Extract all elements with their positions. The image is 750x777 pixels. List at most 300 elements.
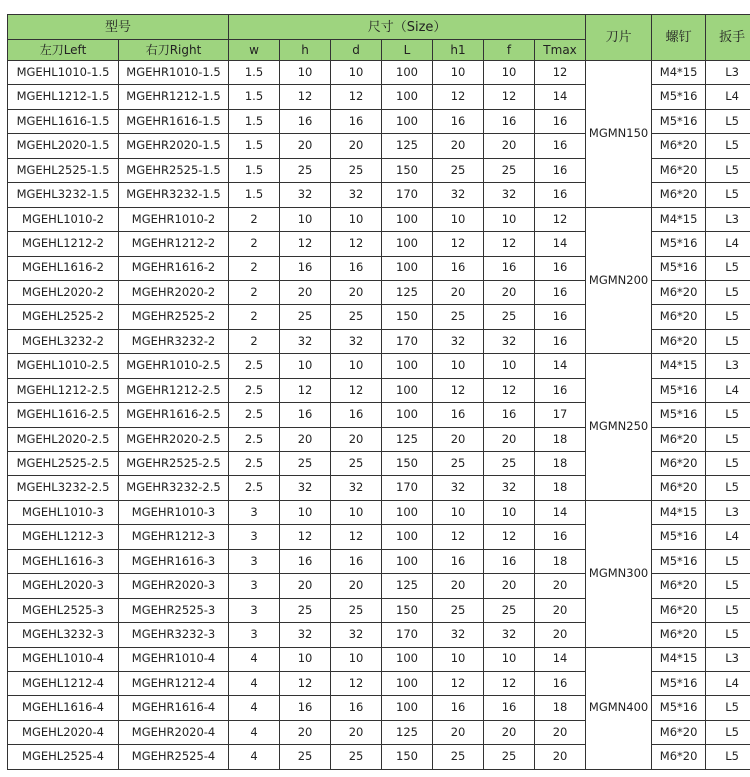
cell-right: MGEHR1616-2.5 [119, 403, 229, 427]
cell-screw: M5*16 [652, 549, 706, 573]
cell-l: 170 [382, 476, 433, 500]
cell-d: 20 [331, 574, 382, 598]
cell-d: 16 [331, 109, 382, 133]
cell-h1: 12 [433, 85, 484, 109]
cell-tmax: 18 [535, 427, 586, 451]
cell-h: 10 [280, 354, 331, 378]
cell-wrench: L5 [706, 427, 750, 451]
cell-left: MGEHL1616-3 [8, 549, 119, 573]
cell-h: 16 [280, 109, 331, 133]
cell-w: 2 [229, 207, 280, 231]
cell-h1: 32 [433, 183, 484, 207]
cell-h1: 16 [433, 256, 484, 280]
cell-h1: 12 [433, 378, 484, 402]
cell-left: MGEHL1010-4 [8, 647, 119, 671]
cell-h1: 25 [433, 745, 484, 769]
cell-f: 10 [484, 354, 535, 378]
cell-tmax: 16 [535, 183, 586, 207]
cell-screw: M4*15 [652, 354, 706, 378]
cell-wrench: L5 [706, 305, 750, 329]
cell-wrench: L3 [706, 354, 750, 378]
cell-d: 25 [331, 452, 382, 476]
cell-f: 20 [484, 280, 535, 304]
cell-right: MGEHR3232-2.5 [119, 476, 229, 500]
cell-f: 25 [484, 452, 535, 476]
cell-wrench: L5 [706, 623, 750, 647]
cell-h: 20 [280, 280, 331, 304]
cell-h1: 16 [433, 403, 484, 427]
cell-screw: M5*16 [652, 378, 706, 402]
cell-tmax: 12 [535, 207, 586, 231]
cell-left: MGEHL3232-3 [8, 623, 119, 647]
cell-d: 16 [331, 696, 382, 720]
blade-cell: MGMN250 [586, 354, 652, 501]
cell-d: 12 [331, 525, 382, 549]
cell-tmax: 20 [535, 745, 586, 769]
cell-d: 16 [331, 403, 382, 427]
cell-w: 2 [229, 256, 280, 280]
cell-tmax: 18 [535, 549, 586, 573]
cell-h1: 25 [433, 158, 484, 182]
cell-h: 20 [280, 720, 331, 744]
cell-l: 100 [382, 647, 433, 671]
cell-w: 2.5 [229, 452, 280, 476]
cell-w: 1.5 [229, 183, 280, 207]
cell-h1: 20 [433, 427, 484, 451]
cell-h: 16 [280, 256, 331, 280]
blade-cell: MGMN300 [586, 500, 652, 647]
cell-h: 12 [280, 85, 331, 109]
cell-tmax: 18 [535, 452, 586, 476]
cell-screw: M5*16 [652, 85, 706, 109]
cell-tmax: 16 [535, 305, 586, 329]
cell-l: 150 [382, 745, 433, 769]
cell-h: 16 [280, 696, 331, 720]
cell-h1: 32 [433, 329, 484, 353]
cell-f: 25 [484, 158, 535, 182]
cell-f: 16 [484, 549, 535, 573]
cell-h: 32 [280, 476, 331, 500]
cell-w: 3 [229, 500, 280, 524]
cell-screw: M6*20 [652, 183, 706, 207]
col-header-h1: h1 [433, 40, 484, 61]
cell-d: 10 [331, 647, 382, 671]
cell-wrench: L3 [706, 647, 750, 671]
cell-right: MGEHR2020-1.5 [119, 134, 229, 158]
cell-tmax: 16 [535, 256, 586, 280]
cell-wrench: L4 [706, 232, 750, 256]
cell-tmax: 14 [535, 500, 586, 524]
cell-h: 32 [280, 329, 331, 353]
cell-d: 10 [331, 354, 382, 378]
cell-l: 150 [382, 305, 433, 329]
cell-left: MGEHL1616-2 [8, 256, 119, 280]
cell-right: MGEHR1212-2.5 [119, 378, 229, 402]
cell-l: 100 [382, 500, 433, 524]
cell-tmax: 20 [535, 574, 586, 598]
cell-f: 12 [484, 378, 535, 402]
right-header: 右刀Right [119, 40, 229, 61]
cell-wrench: L5 [706, 720, 750, 744]
cell-wrench: L5 [706, 598, 750, 622]
cell-screw: M4*15 [652, 61, 706, 85]
cell-screw: M6*20 [652, 134, 706, 158]
cell-f: 10 [484, 500, 535, 524]
cell-d: 20 [331, 134, 382, 158]
cell-l: 100 [382, 525, 433, 549]
cell-screw: M6*20 [652, 280, 706, 304]
cell-right: MGEHR3232-2 [119, 329, 229, 353]
cell-left: MGEHL1212-1.5 [8, 85, 119, 109]
cell-wrench: L5 [706, 109, 750, 133]
cell-w: 2.5 [229, 378, 280, 402]
cell-l: 100 [382, 378, 433, 402]
cell-screw: M5*16 [652, 256, 706, 280]
cell-w: 2.5 [229, 476, 280, 500]
cell-f: 16 [484, 256, 535, 280]
cell-d: 25 [331, 305, 382, 329]
cell-l: 100 [382, 354, 433, 378]
cell-right: MGEHR1616-1.5 [119, 109, 229, 133]
cell-right: MGEHR2020-4 [119, 720, 229, 744]
cell-h1: 10 [433, 354, 484, 378]
cell-tmax: 16 [535, 525, 586, 549]
cell-tmax: 18 [535, 696, 586, 720]
cell-f: 25 [484, 305, 535, 329]
cell-w: 2.5 [229, 427, 280, 451]
cell-l: 100 [382, 549, 433, 573]
cell-left: MGEHL1212-3 [8, 525, 119, 549]
cell-screw: M6*20 [652, 745, 706, 769]
cell-f: 16 [484, 403, 535, 427]
blade-cell: MGMN150 [586, 61, 652, 208]
cell-w: 2 [229, 280, 280, 304]
cell-h1: 10 [433, 647, 484, 671]
cell-f: 20 [484, 427, 535, 451]
cell-screw: M4*15 [652, 647, 706, 671]
cell-h: 12 [280, 232, 331, 256]
cell-left: MGEHL1616-2.5 [8, 403, 119, 427]
cell-h1: 20 [433, 134, 484, 158]
cell-h1: 10 [433, 207, 484, 231]
cell-d: 20 [331, 720, 382, 744]
cell-left: MGEHL1212-2 [8, 232, 119, 256]
cell-f: 12 [484, 85, 535, 109]
cell-h1: 32 [433, 623, 484, 647]
cell-w: 3 [229, 623, 280, 647]
cell-tmax: 14 [535, 354, 586, 378]
left-header: 左刀Left [8, 40, 119, 61]
cell-right: MGEHR1010-1.5 [119, 61, 229, 85]
cell-w: 4 [229, 696, 280, 720]
cell-right: MGEHR2020-2.5 [119, 427, 229, 451]
cell-screw: M4*15 [652, 500, 706, 524]
cell-screw: M6*20 [652, 158, 706, 182]
cell-right: MGEHR3232-3 [119, 623, 229, 647]
cell-h1: 25 [433, 305, 484, 329]
cell-right: MGEHR1212-4 [119, 671, 229, 695]
cell-right: MGEHR1212-2 [119, 232, 229, 256]
cell-l: 150 [382, 452, 433, 476]
cell-l: 100 [382, 61, 433, 85]
cell-l: 125 [382, 280, 433, 304]
col-header-L: L [382, 40, 433, 61]
cell-wrench: L3 [706, 61, 750, 85]
model-header: 型号 [8, 15, 229, 40]
cell-l: 150 [382, 598, 433, 622]
cell-screw: M6*20 [652, 329, 706, 353]
cell-right: MGEHR1010-2 [119, 207, 229, 231]
cell-wrench: L3 [706, 207, 750, 231]
cell-tmax: 20 [535, 598, 586, 622]
cell-h: 10 [280, 647, 331, 671]
cell-h1: 16 [433, 109, 484, 133]
cell-screw: M6*20 [652, 623, 706, 647]
cell-tmax: 17 [535, 403, 586, 427]
cell-h1: 20 [433, 720, 484, 744]
cell-tmax: 18 [535, 476, 586, 500]
table-row [8, 354, 750, 378]
cell-h: 20 [280, 427, 331, 451]
cell-l: 125 [382, 574, 433, 598]
cell-screw: M6*20 [652, 476, 706, 500]
cell-w: 2 [229, 329, 280, 353]
cell-right: MGEHR1010-3 [119, 500, 229, 524]
cell-left: MGEHL2020-2.5 [8, 427, 119, 451]
cell-h1: 16 [433, 696, 484, 720]
cell-left: MGEHL2525-2.5 [8, 452, 119, 476]
cell-w: 1.5 [229, 109, 280, 133]
cell-h1: 25 [433, 452, 484, 476]
cell-h: 32 [280, 183, 331, 207]
col-header-tmax: Tmax [535, 40, 586, 61]
cell-h1: 12 [433, 671, 484, 695]
cell-f: 20 [484, 720, 535, 744]
cell-l: 100 [382, 403, 433, 427]
cell-w: 3 [229, 525, 280, 549]
cell-left: MGEHL2020-1.5 [8, 134, 119, 158]
cell-h: 25 [280, 598, 331, 622]
cell-w: 2.5 [229, 354, 280, 378]
cell-left: MGEHL1212-2.5 [8, 378, 119, 402]
cell-wrench: L3 [706, 500, 750, 524]
cell-l: 100 [382, 109, 433, 133]
table-header [8, 15, 750, 61]
cell-l: 170 [382, 183, 433, 207]
cell-right: MGEHR1212-1.5 [119, 85, 229, 109]
cell-d: 25 [331, 158, 382, 182]
cell-h1: 10 [433, 61, 484, 85]
cell-h1: 12 [433, 525, 484, 549]
cell-wrench: L4 [706, 85, 750, 109]
cell-h: 20 [280, 134, 331, 158]
cell-left: MGEHL2525-4 [8, 745, 119, 769]
cell-tmax: 16 [535, 280, 586, 304]
cell-left: MGEHL2525-1.5 [8, 158, 119, 182]
cell-left: MGEHL3232-2.5 [8, 476, 119, 500]
cell-w: 4 [229, 671, 280, 695]
col-header-h: h [280, 40, 331, 61]
cell-tmax: 16 [535, 158, 586, 182]
cell-d: 12 [331, 232, 382, 256]
cell-wrench: L4 [706, 671, 750, 695]
cell-wrench: L5 [706, 696, 750, 720]
cell-w: 1.5 [229, 134, 280, 158]
screw-header: 螺钉 [652, 15, 706, 61]
cell-screw: M5*16 [652, 109, 706, 133]
cell-left: MGEHL1010-1.5 [8, 61, 119, 85]
cell-l: 150 [382, 158, 433, 182]
cell-left: MGEHL2020-2 [8, 280, 119, 304]
cell-d: 20 [331, 280, 382, 304]
cell-l: 170 [382, 329, 433, 353]
cell-d: 10 [331, 500, 382, 524]
cell-wrench: L5 [706, 549, 750, 573]
cell-d: 25 [331, 598, 382, 622]
cell-tmax: 20 [535, 720, 586, 744]
cell-d: 12 [331, 85, 382, 109]
cell-f: 32 [484, 623, 535, 647]
cell-h: 25 [280, 158, 331, 182]
cell-h1: 12 [433, 232, 484, 256]
cell-tmax: 14 [535, 85, 586, 109]
cell-screw: M6*20 [652, 452, 706, 476]
cell-h: 12 [280, 378, 331, 402]
cell-left: MGEHL1010-2 [8, 207, 119, 231]
cell-d: 10 [331, 207, 382, 231]
cell-d: 32 [331, 183, 382, 207]
cell-screw: M6*20 [652, 720, 706, 744]
cell-right: MGEHR1010-4 [119, 647, 229, 671]
cell-wrench: L5 [706, 256, 750, 280]
cell-right: MGEHR2525-2 [119, 305, 229, 329]
cell-wrench: L5 [706, 745, 750, 769]
cell-screw: M5*16 [652, 696, 706, 720]
cell-wrench: L4 [706, 378, 750, 402]
cell-w: 3 [229, 549, 280, 573]
cell-screw: M5*16 [652, 232, 706, 256]
cell-left: MGEHL2525-2 [8, 305, 119, 329]
cell-w: 2 [229, 305, 280, 329]
cell-l: 100 [382, 207, 433, 231]
cell-h: 25 [280, 452, 331, 476]
cell-tmax: 12 [535, 61, 586, 85]
cell-l: 125 [382, 134, 433, 158]
cell-right: MGEHR1616-4 [119, 696, 229, 720]
cell-h: 25 [280, 305, 331, 329]
cell-tmax: 14 [535, 647, 586, 671]
cell-screw: M4*15 [652, 207, 706, 231]
cell-wrench: L5 [706, 476, 750, 500]
cell-right: MGEHR2525-3 [119, 598, 229, 622]
cell-left: MGEHL1010-3 [8, 500, 119, 524]
cell-screw: M5*16 [652, 525, 706, 549]
table-body [8, 61, 750, 770]
cell-w: 1.5 [229, 85, 280, 109]
cell-tmax: 16 [535, 109, 586, 133]
cell-f: 16 [484, 109, 535, 133]
cell-h1: 20 [433, 280, 484, 304]
cell-screw: M6*20 [652, 598, 706, 622]
cell-tmax: 16 [535, 671, 586, 695]
cell-d: 10 [331, 61, 382, 85]
cell-right: MGEHR3232-1.5 [119, 183, 229, 207]
col-header-w: w [229, 40, 280, 61]
cell-wrench: L4 [706, 525, 750, 549]
cell-h: 10 [280, 500, 331, 524]
cell-w: 3 [229, 574, 280, 598]
cell-f: 25 [484, 598, 535, 622]
col-header-f: f [484, 40, 535, 61]
cell-f: 32 [484, 476, 535, 500]
cell-f: 32 [484, 183, 535, 207]
cell-f: 12 [484, 525, 535, 549]
cell-screw: M6*20 [652, 427, 706, 451]
cell-d: 12 [331, 671, 382, 695]
cell-screw: M6*20 [652, 574, 706, 598]
blade-header: 刀片 [586, 15, 652, 61]
cell-right: MGEHR1616-2 [119, 256, 229, 280]
cell-h: 10 [280, 61, 331, 85]
cell-w: 4 [229, 745, 280, 769]
cell-h: 16 [280, 403, 331, 427]
col-header-d: d [331, 40, 382, 61]
cell-screw: M6*20 [652, 305, 706, 329]
cell-right: MGEHR2525-2.5 [119, 452, 229, 476]
blade-cell: MGMN400 [586, 647, 652, 769]
cell-l: 100 [382, 696, 433, 720]
cell-wrench: L5 [706, 134, 750, 158]
cell-right: MGEHR2525-4 [119, 745, 229, 769]
cell-w: 3 [229, 598, 280, 622]
cell-w: 2 [229, 232, 280, 256]
cell-h1: 16 [433, 549, 484, 573]
cell-d: 32 [331, 623, 382, 647]
cell-left: MGEHL1010-2.5 [8, 354, 119, 378]
cell-l: 100 [382, 256, 433, 280]
cell-l: 100 [382, 671, 433, 695]
cell-w: 2.5 [229, 403, 280, 427]
cell-wrench: L5 [706, 158, 750, 182]
cell-d: 32 [331, 329, 382, 353]
cell-f: 12 [484, 671, 535, 695]
cell-d: 25 [331, 745, 382, 769]
size-header: 尺寸（Size） [229, 15, 586, 40]
wrench-header: 扳手 [706, 15, 750, 61]
spec-table [7, 14, 750, 770]
cell-f: 20 [484, 574, 535, 598]
cell-wrench: L5 [706, 574, 750, 598]
cell-screw: M5*16 [652, 403, 706, 427]
cell-wrench: L5 [706, 280, 750, 304]
cell-f: 25 [484, 745, 535, 769]
cell-f: 20 [484, 134, 535, 158]
table-row [8, 207, 750, 231]
cell-f: 16 [484, 696, 535, 720]
cell-h: 20 [280, 574, 331, 598]
cell-right: MGEHR1616-3 [119, 549, 229, 573]
cell-h1: 10 [433, 500, 484, 524]
cell-left: MGEHL3232-1.5 [8, 183, 119, 207]
cell-l: 100 [382, 232, 433, 256]
cell-l: 170 [382, 623, 433, 647]
table-row [8, 647, 750, 671]
table-row [8, 61, 750, 85]
cell-wrench: L5 [706, 403, 750, 427]
cell-tmax: 16 [535, 134, 586, 158]
cell-wrench: L5 [706, 452, 750, 476]
cell-f: 32 [484, 329, 535, 353]
